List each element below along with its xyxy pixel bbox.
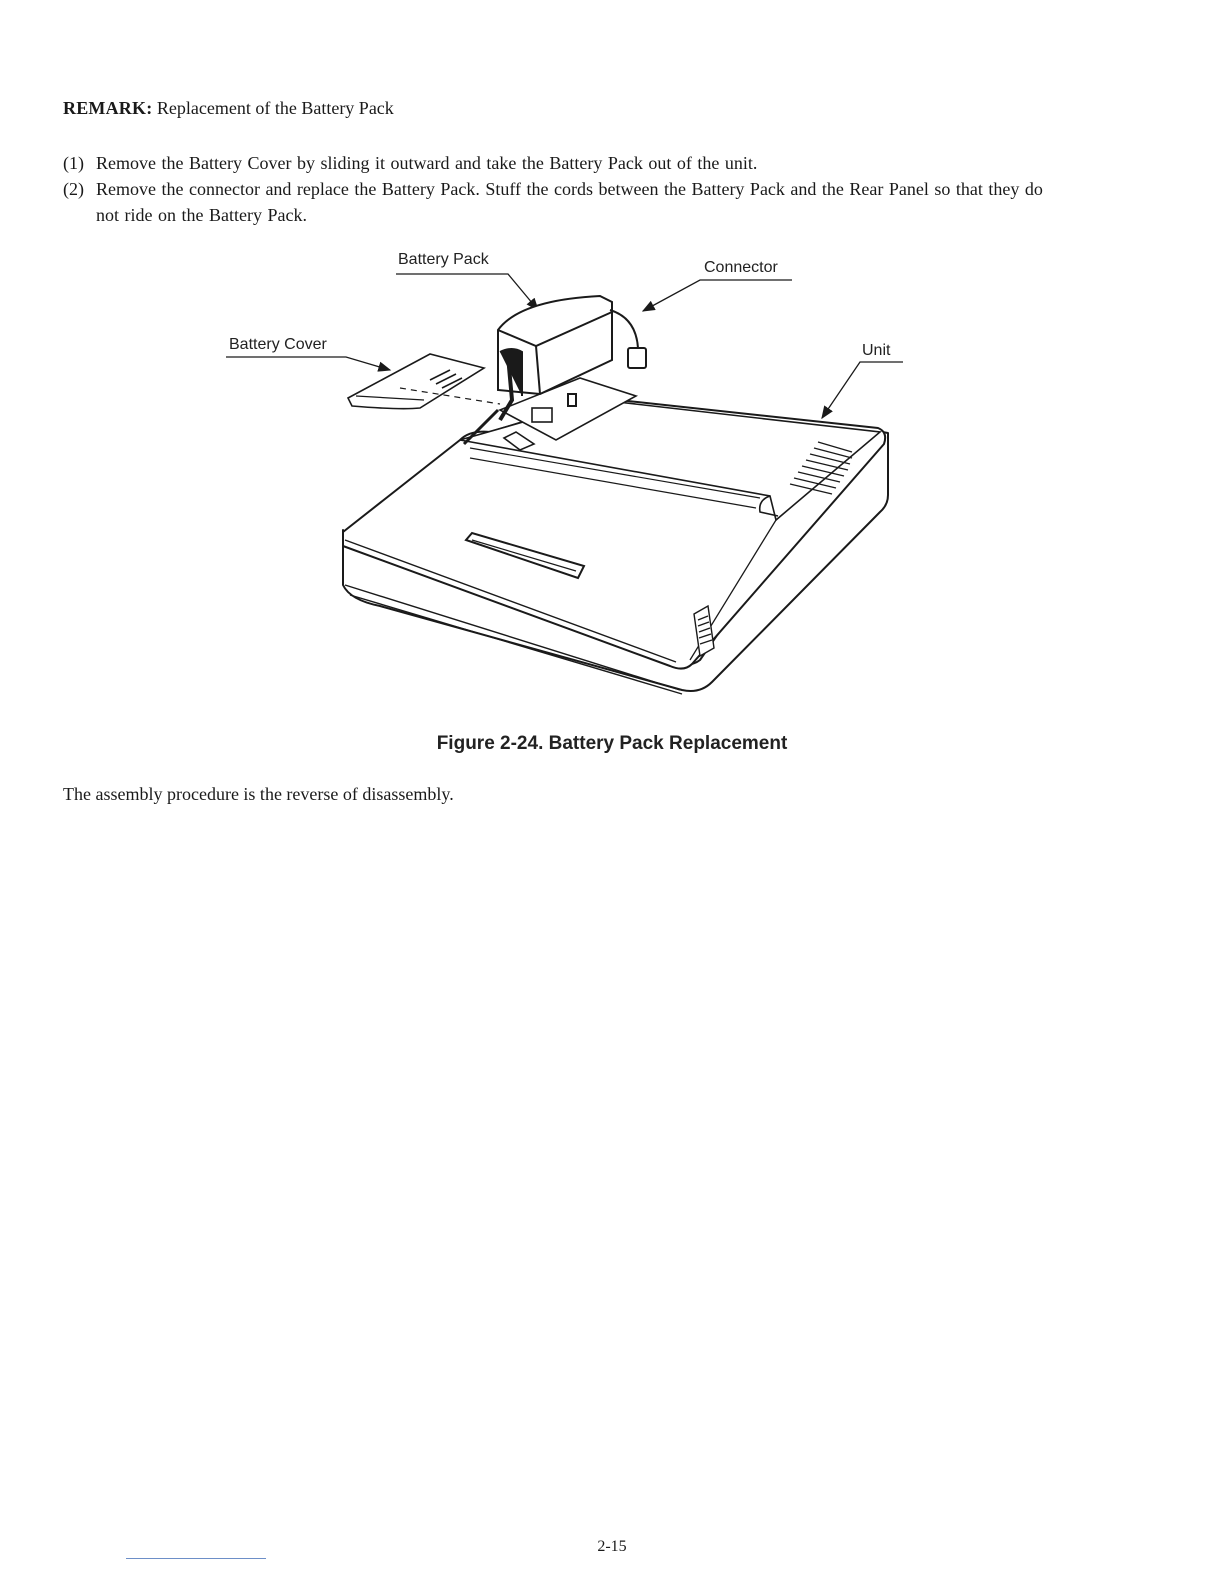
footer-rule xyxy=(126,1558,266,1559)
label-battery-pack: Battery Pack xyxy=(398,251,489,268)
page-number: 2-15 xyxy=(597,1538,627,1555)
step-text: Remove the Battery Cover by sliding it outward and take the Battery Pack out of the unit. xyxy=(96,153,758,173)
step-item xyxy=(63,176,1043,228)
step-number: (1) xyxy=(63,153,84,173)
closing-text: The assembly procedure is the reverse of disassembly. xyxy=(63,784,454,804)
compartment-connector xyxy=(532,408,552,422)
remark-text: Replacement of the Battery Pack xyxy=(156,98,394,118)
battery-cover xyxy=(348,354,484,409)
leader-battery-cover xyxy=(226,357,390,370)
label-connector: Connector xyxy=(704,259,778,276)
wire-clip xyxy=(568,394,576,406)
step-text: Remove the connector and replace the Battery Pack. Stuff the cords between the Battery Pack and the Rear Panel so that they do not ride on the Battery Pack. xyxy=(96,179,1043,225)
step-item xyxy=(63,150,1043,176)
steps-list xyxy=(63,150,1043,228)
step-number: (2) xyxy=(63,179,84,199)
leader-unit xyxy=(822,362,903,418)
leader-battery-pack xyxy=(396,274,538,310)
remark-line xyxy=(63,98,394,119)
connector-plug xyxy=(628,348,646,368)
battery-replacement-figure xyxy=(200,240,940,710)
remark-heading: REMARK: xyxy=(63,98,153,118)
label-unit: Unit xyxy=(862,342,891,359)
figure-caption: Figure 2-24. Battery Pack Replacement xyxy=(436,733,788,754)
label-battery-cover: Battery Cover xyxy=(229,336,327,353)
leader-connector xyxy=(643,280,792,311)
